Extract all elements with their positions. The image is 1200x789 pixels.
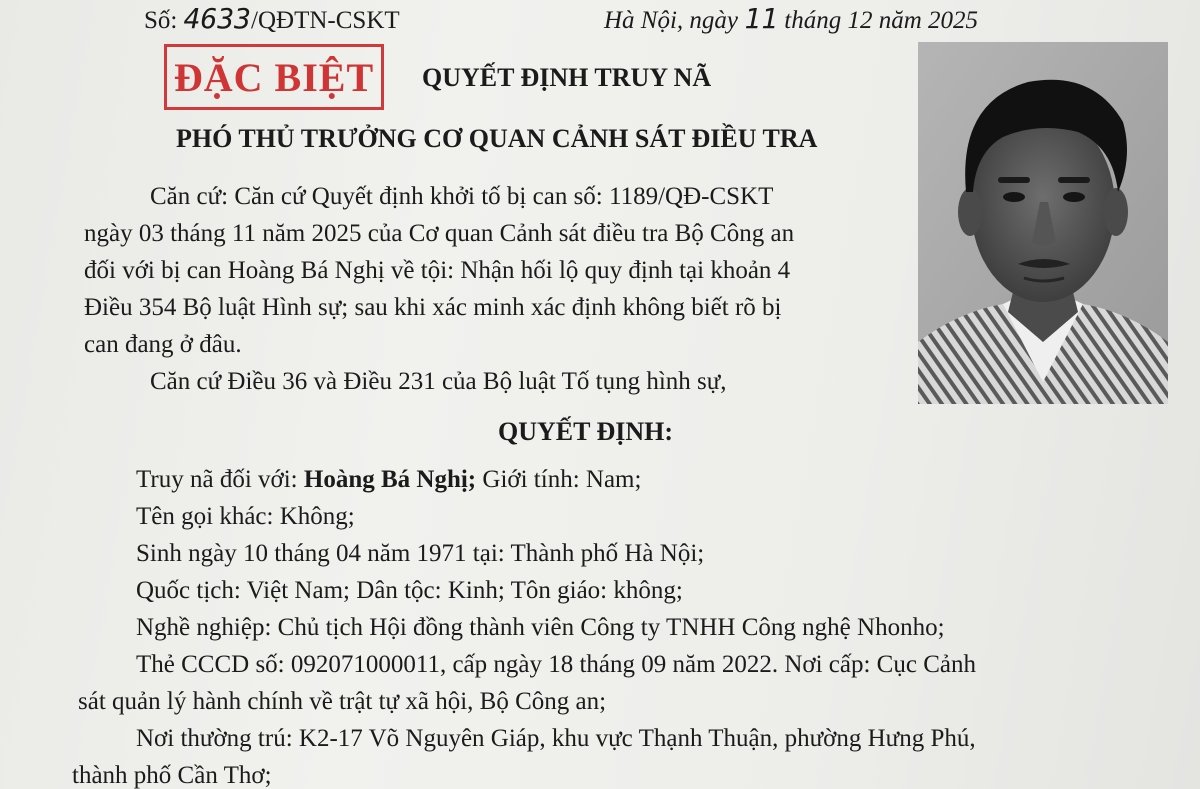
portrait-drawing (918, 42, 1168, 404)
basis-line-3: đối với bị can Hoàng Bá Nghị về tội: Nhận hối lộ quy định tại khoản 4 (84, 257, 791, 284)
alias-line: Tên gọi khác: Không; (136, 503, 355, 530)
decision-heading: QUYẾT ĐỊNH: (498, 417, 674, 446)
wanted-person-line (136, 465, 641, 495)
document-title: QUYẾT ĐỊNH TRUY NÃ (422, 63, 712, 92)
authority-title: PHÓ THỦ TRƯỞNG CƠ QUAN CẢNH SÁT ĐIỀU TRA (176, 124, 818, 153)
basis-line-4: Điều 354 Bộ luật Hình sự; sau khi xác minh xác định không biết rõ bị (84, 294, 782, 321)
place-date (604, 4, 978, 36)
basis-line-1: Căn cứ: Căn cứ Quyết định khởi tố bị can số: 1189/QĐ-CSKT (150, 183, 774, 210)
birth-line: Sinh ngày 10 tháng 04 năm 1971 tại: Thành phố Hà Nội; (136, 540, 705, 567)
place-date-suffix: tháng 12 năm 2025 (778, 7, 978, 34)
wanted-gender: Giới tính: Nam; (476, 466, 642, 493)
wanted-name: Hoàng Bá Nghị; (303, 466, 477, 493)
special-stamp (164, 44, 384, 110)
document-number-handwritten: 4633 (183, 2, 252, 35)
document-number-prefix: Số: (144, 7, 184, 34)
portrait-photo-icon (918, 42, 1168, 404)
document-number-suffix: /QĐTN-CSKT (251, 7, 400, 34)
residence-line-1: Nơi thường trú: K2-17 Võ Nguyên Giáp, khu vực Thạnh Thuận, phường Hưng Phú, (136, 725, 976, 752)
nationality-line: Quốc tịch: Việt Nam; Dân tộc: Kinh; Tôn giáo: không; (136, 577, 683, 604)
basis-line-2: ngày 03 tháng 11 năm 2025 của Cơ quan Cảnh sát điều tra Bộ Công an (84, 220, 795, 247)
basis-line-6: Căn cứ Điều 36 và Điều 231 của Bộ luật Tố tụng hình sự, (150, 368, 727, 395)
day-handwritten: 11 (744, 2, 778, 35)
stamp-text: ĐẶC BIỆT (173, 54, 375, 100)
id-card-line-2: sát quản lý hành chính về trật tự xã hội, Bộ Công an; (78, 688, 607, 715)
occupation-line: Nghề nghiệp: Chủ tịch Hội đồng thành viên Công ty TNHH Công nghệ Nhonho; (136, 614, 945, 641)
document-number (144, 4, 400, 36)
wanted-prefix: Truy nã đối với: (136, 466, 304, 493)
place-date-prefix: Hà Nội, ngày (604, 7, 745, 34)
residence-line-2: thành phố Cần Thơ; (72, 762, 272, 789)
basis-line-5: can đang ở đâu. (84, 331, 242, 358)
id-card-line-1: Thẻ CCCD số: 092071000011, cấp ngày 18 tháng 09 năm 2022. Nơi cấp: Cục Cảnh (136, 651, 976, 678)
